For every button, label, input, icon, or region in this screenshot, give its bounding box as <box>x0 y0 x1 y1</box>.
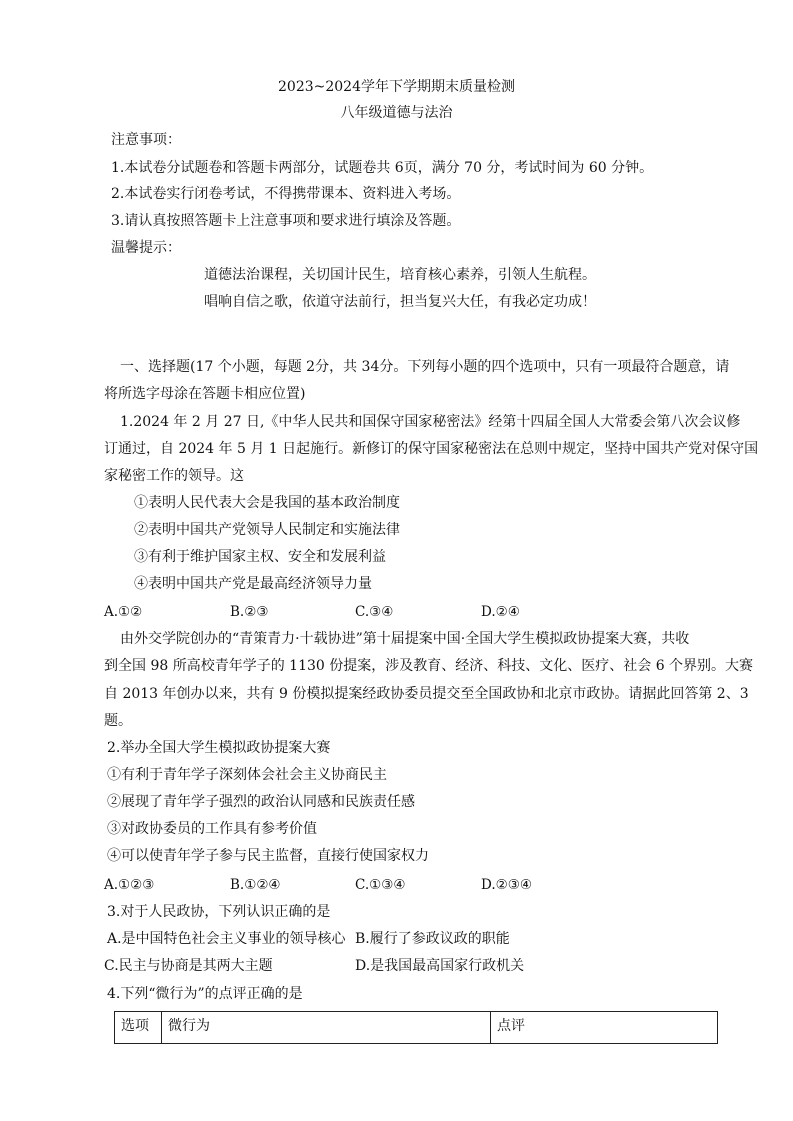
question-1-stem: 1.2024 年 2 月 27 日,《中华人民共和国保守国家秘密法》经第十四届全国人大常委会第八次会议修 <box>120 414 741 430</box>
table-header-comment: 点评 <box>491 1012 718 1044</box>
exam-title: 2023~2024学年下学期期末质量检测 <box>278 79 515 95</box>
material-text: 由外交学院创办的“青策青力·十载协进”第十届提案中国·全国大学生模拟政协提案大赛，共收 <box>120 631 690 647</box>
table-header-option: 选项 <box>115 1012 162 1044</box>
question-3-option: C.民主与协商是其两大主题 <box>104 958 273 974</box>
question-2-stem: 2.举办全国大学生模拟政协提案大赛 <box>107 740 331 756</box>
exam-subtitle: 八年级道德与法治 <box>340 105 453 121</box>
question-3-option: D.是我国最高国家行政机关 <box>355 958 525 974</box>
table-header-behavior: 微行为 <box>162 1012 491 1044</box>
tip-line: 道德法治课程，关切国计民生，培育核心素养，引领人生航程。 <box>204 267 596 283</box>
question-1-stem: 家秘密工作的领导。这 <box>104 468 244 484</box>
notice-item: 2.本试卷实行闭卷考试，不得携带课本、资料进入考场。 <box>111 186 461 202</box>
notice-item: 3.请认真按照答题卡上注意事项和要求进行填涂及答题。 <box>111 213 461 229</box>
notice-heading: 注意事项： <box>111 132 181 148</box>
question-2-statement: ①有利于青年学子深刻体会社会主义协商民主 <box>107 767 387 783</box>
question-1-stem: 订通过，自 2024 年 5 月 1 日起施行。新修订的保守国家秘密法在总则中规定，坚持中国共产党对保守国 <box>104 441 759 457</box>
question-1-statement: ③有利于维护国家主权、安全和发展利益 <box>134 549 386 565</box>
question-1-option: B.②③ <box>230 604 269 620</box>
question-1-statement: ②表明中国共产党领导人民制定和实施法律 <box>134 522 400 538</box>
question-2-option: B.①②④ <box>230 877 281 893</box>
question-2-option: A.①②③ <box>104 877 155 893</box>
question-1-statement: ④表明中国共产党是最高经济领导力量 <box>134 576 372 592</box>
section-intro: 将所选字母涂在答题卡相应位置) <box>104 386 306 402</box>
tip-heading: 温馨提示： <box>111 240 181 256</box>
question-1-option: C.③④ <box>355 604 394 620</box>
notice-item: 1.本试卷分试题卷和答题卡两部分，试题卷共 6页，满分 70 分，考试时间为 60 分钟。 <box>111 160 654 176</box>
table-header-row <box>115 1012 718 1044</box>
question-1-statement: ①表明人民代表大会是我国的基本政治制度 <box>134 495 400 511</box>
question-3-option: A.是中国特色社会主义事业的领导核心 <box>107 931 346 947</box>
material-text: 到全国 98 所高校青年学子的 1130 份提案，涉及教育、经济、科技、文化、医疗、社会 6 个界别。大赛 <box>104 658 754 674</box>
material-text: 自 2013 年创办以来，共有 9 份模拟提案经政协委员提交至全国政协和北京市政协。请据此回答第 2、3 <box>104 686 749 702</box>
question-2-option: C.①③④ <box>355 877 406 893</box>
question-3-option: B.履行了参政议政的职能 <box>355 931 510 947</box>
question-3-stem: 3.对于人民政协，下列认识正确的是 <box>107 904 331 920</box>
question-1-option: A.①② <box>104 604 143 620</box>
question-2-statement: ②展现了青年学子强烈的政治认同感和民族责任感 <box>107 794 415 810</box>
question-4-stem: 4.下列“微行为”的点评正确的是 <box>107 986 303 1002</box>
tip-line: 唱响自信之歌，依道守法前行，担当复兴大任，有我必定功成！ <box>204 294 596 310</box>
question-2-statement: ④可以使青年学子参与民主监督，直接行使国家权力 <box>107 848 429 864</box>
question-4-table <box>114 1011 718 1044</box>
material-text: 题。 <box>104 713 132 729</box>
question-2-statement: ③对政协委员的工作具有参考价值 <box>107 821 317 837</box>
question-1-option: D.②④ <box>481 604 520 620</box>
section-intro: 一、选择题(17 个小题，每题 2分，共 34分。下列每小题的四个选项中，只有一项最符合题意，请 <box>120 359 730 375</box>
question-2-option: D.②③④ <box>481 877 532 893</box>
